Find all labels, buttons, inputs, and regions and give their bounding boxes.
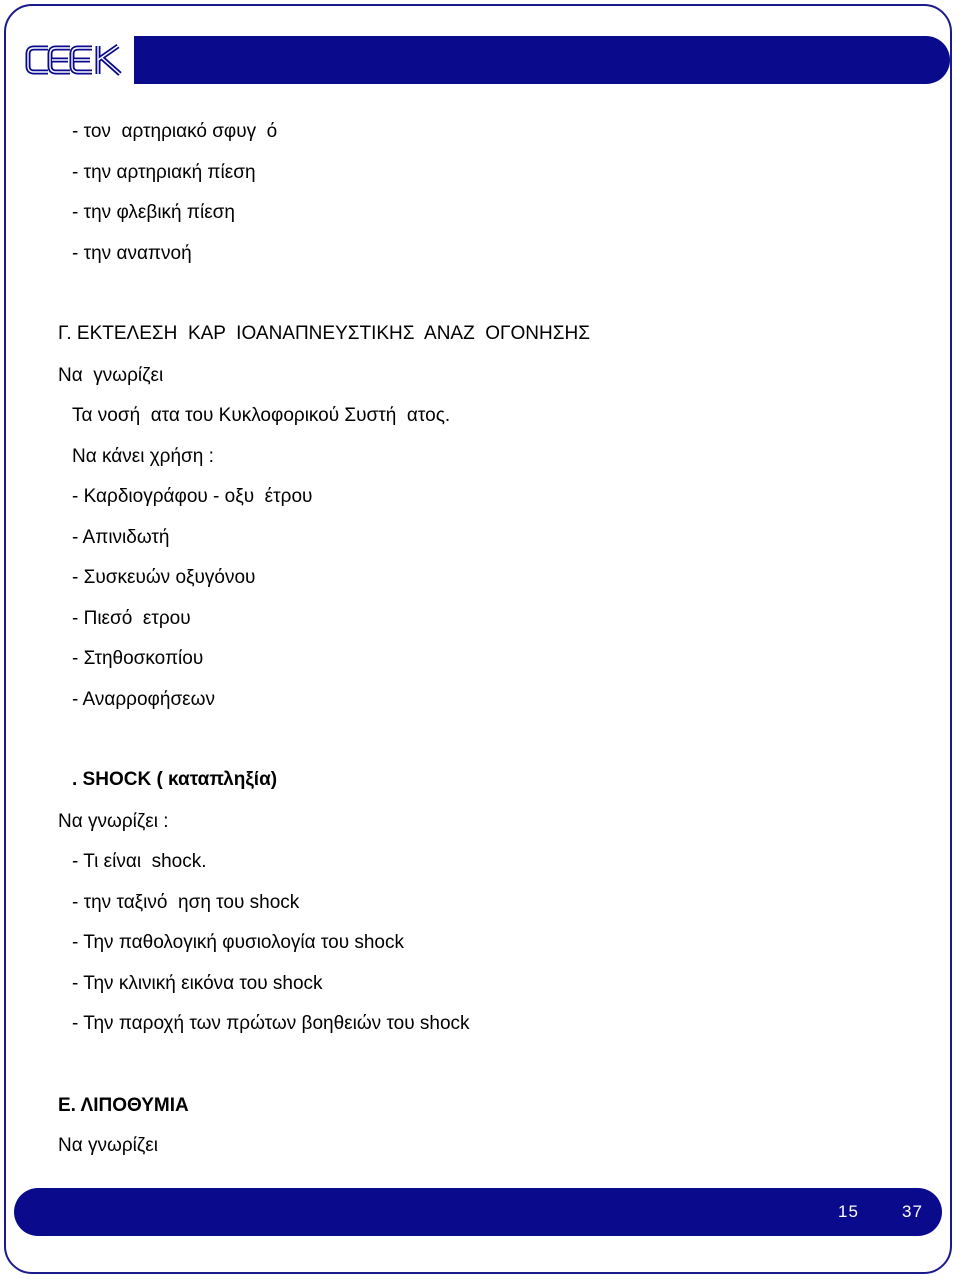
text-line: - Αναρροφήσεων <box>72 689 215 710</box>
text-line: Να γνωρίζει <box>58 365 164 386</box>
text-line: - την φλεβική πίεση <box>72 202 235 223</box>
text-line: - Συσκευών οξυγόνου <box>72 567 256 588</box>
section-heading-e: Ε. ΛΙΠΟΘΥΜΙΑ <box>58 1095 189 1116</box>
page-number: 15 <box>838 1202 859 1221</box>
text-line: - την ταξινό ηση του shock <box>72 892 300 913</box>
logo <box>16 36 134 84</box>
text-line: - Την παροχή των πρώτων βοηθειών του shock <box>72 1013 470 1034</box>
footer-bar <box>14 1188 942 1236</box>
page-frame <box>4 4 952 1274</box>
text-line: Να γνωρίζει <box>58 1135 158 1156</box>
text-line: - τον αρτηριακό σφυγ ό <box>72 121 278 142</box>
section-heading-g: Γ. ΕΚΤΕΛΕΣΗ ΚΑΡ ΙΟΑΝΑΠΝΕΥΣΤΙΚΗΣ ΑΝΑΖ ΟΓΟΝΗΣΗΣ <box>58 323 590 344</box>
text-line: Να γνωρίζει : <box>58 811 169 832</box>
text-line: - Καρδιογράφου - οξυ έτρου <box>72 486 313 507</box>
page-total: 37 <box>902 1202 923 1221</box>
text-line: - Την παθολογική φυσιολογία του shock <box>72 932 404 953</box>
text-line: - Τι είναι shock. <box>72 851 207 872</box>
text-line: - Απινιδωτή <box>72 527 170 548</box>
text-line: - Στηθοσκοπίου <box>72 648 204 669</box>
text-line: Να κάνει χρήση : <box>72 446 214 467</box>
header-bar <box>16 36 950 84</box>
text-line: - Την κλινική εικόνα του shock <box>72 973 323 994</box>
section-heading-shock: . SHOCK ( καταπληξία) <box>72 769 278 790</box>
text-line: - την αναπνοή <box>72 243 192 264</box>
logo-icon <box>24 42 124 78</box>
text-line: - την αρτηριακή πίεση <box>72 162 256 183</box>
text-line: - Πιεσό ετρου <box>72 608 191 629</box>
text-line: Τα νοσή ατα του Κυκλοφορικού Συστή ατος. <box>72 405 451 426</box>
